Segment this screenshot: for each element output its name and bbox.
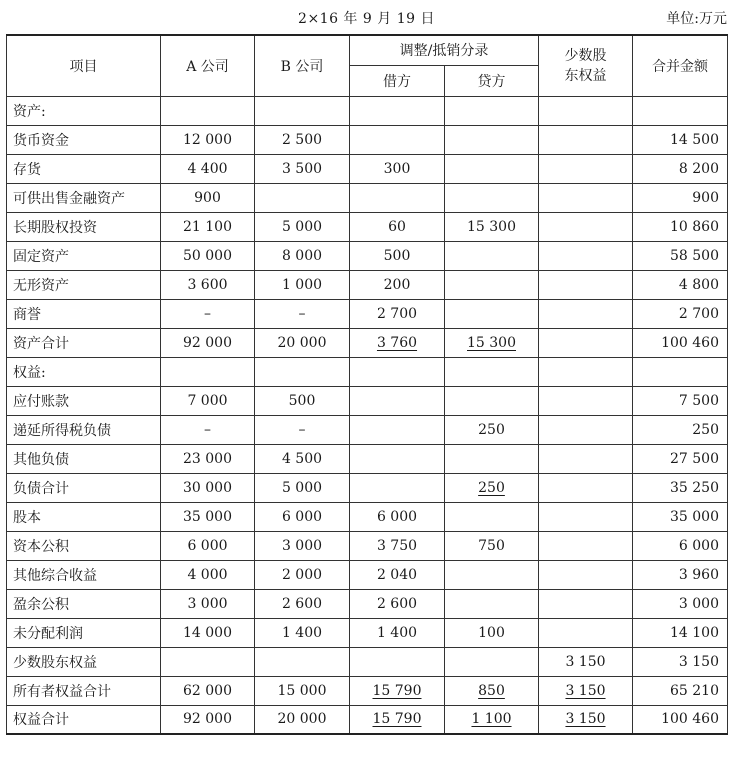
- cell-mi: [539, 705, 633, 734]
- cell-value: 1 400: [376, 624, 418, 641]
- cell-b: [255, 96, 350, 125]
- cell-b: [255, 589, 350, 618]
- cell-mi: [539, 531, 633, 560]
- header-minority-interest: 少数股 东权益: [539, 35, 633, 96]
- cell-mi: [539, 96, 633, 125]
- cell-a: [161, 328, 255, 357]
- cell-a: [161, 154, 255, 183]
- cell-value: 1 000: [281, 276, 323, 293]
- cell-value: 1 100: [471, 711, 512, 728]
- cell-tot: [633, 125, 728, 154]
- cell-b: [255, 618, 350, 647]
- cell-b: [255, 212, 350, 241]
- cell-value: 14 100: [670, 624, 719, 641]
- cell-value: 100 460: [661, 711, 719, 728]
- cell-a: [161, 270, 255, 299]
- cell-value: 2 600: [376, 595, 418, 612]
- cell-mi: [539, 241, 633, 270]
- cell-value: 15 790: [372, 682, 422, 699]
- cell-a: [161, 502, 255, 531]
- cell-value: 35 250: [670, 479, 719, 496]
- cell-value: 20 000: [277, 334, 327, 351]
- cell-value: 50 000: [183, 247, 232, 264]
- cell-value: 30 000: [183, 479, 232, 496]
- cell-mi: [539, 502, 633, 531]
- table-row: [7, 241, 728, 270]
- row-label: 资产:: [7, 96, 161, 125]
- row-label: 所有者权益合计: [7, 676, 161, 705]
- cell-dr: [350, 560, 445, 589]
- cell-a: [161, 386, 255, 415]
- cell-value: 6 000: [281, 508, 323, 525]
- cell-value: 35 000: [183, 508, 232, 525]
- cell-mi: [539, 270, 633, 299]
- cell-dr: [350, 502, 445, 531]
- cell-value: 14 000: [183, 624, 232, 641]
- cell-b: [255, 183, 350, 212]
- cell-tot: [633, 531, 728, 560]
- cell-dr: [350, 125, 445, 154]
- cell-b: [255, 473, 350, 502]
- cell-cr: [445, 647, 539, 676]
- row-label: 递延所得税负债: [7, 415, 161, 444]
- cell-value: 3 150: [565, 682, 606, 699]
- cell-value: 3 600: [187, 276, 228, 293]
- cell-cr: [445, 212, 539, 241]
- row-label: 应付账款: [7, 386, 161, 415]
- cell-mi: [539, 618, 633, 647]
- cell-value: 3 500: [281, 160, 323, 177]
- cell-cr: [445, 560, 539, 589]
- table-row: [7, 415, 728, 444]
- cell-value: 14 500: [670, 131, 719, 148]
- row-label: 存货: [7, 154, 161, 183]
- cell-dr: [350, 386, 445, 415]
- cell-a: [161, 444, 255, 473]
- table-row: [7, 125, 728, 154]
- cell-tot: [633, 270, 728, 299]
- cell-dr: [350, 473, 445, 502]
- cell-value: 15 000: [277, 682, 327, 699]
- row-label: 少数股东权益: [7, 647, 161, 676]
- cell-value: 3 150: [678, 653, 719, 670]
- row-label: 负债合计: [7, 473, 161, 502]
- row-label: 股本: [7, 502, 161, 531]
- cell-b: [255, 270, 350, 299]
- cell-tot: [633, 560, 728, 589]
- cell-value: 2 600: [281, 595, 323, 612]
- table-row: [7, 328, 728, 357]
- cell-a: [161, 415, 255, 444]
- row-label: 无形资产: [7, 270, 161, 299]
- cell-value: 3 000: [187, 595, 228, 612]
- cell-b: [255, 502, 350, 531]
- cell-cr: [445, 154, 539, 183]
- cell-mi: [539, 444, 633, 473]
- cell-cr: [445, 502, 539, 531]
- cell-b: [255, 444, 350, 473]
- cell-dr: [350, 299, 445, 328]
- cell-dr: [350, 212, 445, 241]
- cell-b: [255, 299, 350, 328]
- cell-mi: [539, 676, 633, 705]
- cell-mi: [539, 560, 633, 589]
- header-credit: 贷方: [445, 65, 539, 96]
- cell-a: [161, 96, 255, 125]
- cell-value: 20 000: [277, 711, 327, 728]
- table-row: [7, 212, 728, 241]
- table-row: [7, 531, 728, 560]
- cell-cr: [445, 299, 539, 328]
- cell-dr: [350, 96, 445, 125]
- cell-cr: [445, 386, 539, 415]
- row-label: 其他负债: [7, 444, 161, 473]
- unit-label: 单位:万元: [666, 11, 727, 27]
- cell-a: [161, 647, 255, 676]
- cell-value: 8 000: [281, 247, 323, 264]
- row-label: 可供出售金融资产: [7, 183, 161, 212]
- consolidation-worksheet-table: [6, 34, 728, 735]
- cell-tot: [633, 96, 728, 125]
- cell-value: 2 000: [281, 566, 323, 583]
- cell-mi: [539, 212, 633, 241]
- cell-a: [161, 560, 255, 589]
- header-consolidated-amount: 合并金额: [633, 35, 728, 96]
- row-label: 商誉: [7, 299, 161, 328]
- cell-value: 15 300: [467, 218, 516, 235]
- cell-value: 6 000: [678, 537, 719, 554]
- cell-value: 100: [478, 624, 505, 641]
- row-label: 权益合计: [7, 705, 161, 734]
- cell-a: [161, 531, 255, 560]
- cell-dr: [350, 328, 445, 357]
- table-row: [7, 154, 728, 183]
- cell-b: [255, 357, 350, 386]
- row-label: 长期股权投资: [7, 212, 161, 241]
- cell-tot: [633, 183, 728, 212]
- cell-tot: [633, 589, 728, 618]
- cell-mi: [539, 647, 633, 676]
- cell-tot: [633, 473, 728, 502]
- cell-mi: [539, 154, 633, 183]
- cell-value: 2 500: [281, 131, 323, 148]
- cell-cr: [445, 241, 539, 270]
- cell-value: 300: [383, 160, 411, 177]
- table-row: [7, 444, 728, 473]
- cell-cr: [445, 473, 539, 502]
- cell-cr: [445, 415, 539, 444]
- cell-value: 7 500: [678, 392, 719, 409]
- cell-value: 15 300: [467, 334, 516, 351]
- cell-a: [161, 183, 255, 212]
- cell-value: –: [204, 421, 211, 438]
- cell-value: 60: [388, 218, 406, 235]
- cell-tot: [633, 386, 728, 415]
- row-label: 权益:: [7, 357, 161, 386]
- row-label: 未分配利润: [7, 618, 161, 647]
- cell-value: 3 960: [678, 566, 719, 583]
- cell-value: 92 000: [183, 334, 232, 351]
- table-row: [7, 299, 728, 328]
- cell-dr: [350, 705, 445, 734]
- table-row: [7, 705, 728, 734]
- cell-value: 2 700: [678, 305, 719, 322]
- cell-tot: [633, 154, 728, 183]
- row-label: 固定资产: [7, 241, 161, 270]
- cell-b: [255, 125, 350, 154]
- cell-b: [255, 328, 350, 357]
- cell-value: 23 000: [183, 450, 232, 467]
- header-company-b: B 公司: [255, 35, 350, 96]
- header-company-a: A 公司: [161, 35, 255, 96]
- cell-value: 15 790: [372, 711, 422, 728]
- row-label: 资本公积: [7, 531, 161, 560]
- cell-value: 92 000: [183, 711, 232, 728]
- cell-a: [161, 212, 255, 241]
- cell-value: 250: [478, 421, 505, 438]
- table-row: [7, 647, 728, 676]
- table-row: [7, 589, 728, 618]
- cell-value: 3 760: [376, 334, 418, 351]
- cell-value: 250: [692, 421, 719, 438]
- table-row: [7, 96, 728, 125]
- cell-value: 850: [478, 682, 505, 699]
- cell-value: 62 000: [183, 682, 232, 699]
- cell-b: [255, 647, 350, 676]
- cell-value: 250: [478, 479, 505, 496]
- cell-dr: [350, 415, 445, 444]
- cell-value: –: [204, 305, 211, 322]
- cell-tot: [633, 212, 728, 241]
- cell-dr: [350, 270, 445, 299]
- cell-mi: [539, 386, 633, 415]
- cell-b: [255, 386, 350, 415]
- cell-tot: [633, 415, 728, 444]
- cell-tot: [633, 299, 728, 328]
- table-row: [7, 270, 728, 299]
- cell-b: [255, 154, 350, 183]
- cell-a: [161, 299, 255, 328]
- cell-dr: [350, 589, 445, 618]
- table-row: [7, 473, 728, 502]
- cell-a: [161, 473, 255, 502]
- cell-b: [255, 560, 350, 589]
- table-header: [7, 35, 728, 96]
- cell-dr: [350, 183, 445, 212]
- cell-value: 35 000: [670, 508, 719, 525]
- cell-cr: [445, 589, 539, 618]
- cell-tot: [633, 357, 728, 386]
- cell-value: 4 400: [187, 160, 228, 177]
- cell-dr: [350, 444, 445, 473]
- cell-a: [161, 357, 255, 386]
- cell-cr: [445, 96, 539, 125]
- cell-value: 3 150: [565, 711, 606, 728]
- cell-value: 4 800: [678, 276, 719, 293]
- cell-mi: [539, 473, 633, 502]
- cell-value: 1 400: [281, 624, 323, 641]
- cell-dr: [350, 154, 445, 183]
- cell-tot: [633, 241, 728, 270]
- cell-value: 6 000: [187, 537, 228, 554]
- cell-value: 5 000: [281, 479, 323, 496]
- cell-mi: [539, 299, 633, 328]
- cell-cr: [445, 125, 539, 154]
- cell-a: [161, 241, 255, 270]
- cell-dr: [350, 241, 445, 270]
- cell-tot: [633, 444, 728, 473]
- cell-a: [161, 618, 255, 647]
- table-row: [7, 676, 728, 705]
- statement-date: 2×16 年 9 月 19 日: [298, 11, 435, 27]
- cell-value: 200: [383, 276, 411, 293]
- cell-value: –: [298, 305, 306, 322]
- cell-mi: [539, 183, 633, 212]
- header-item: 项目: [7, 35, 161, 96]
- cell-mi: [539, 328, 633, 357]
- cell-value: 2 040: [376, 566, 418, 583]
- cell-cr: [445, 531, 539, 560]
- cell-value: 8 200: [678, 160, 719, 177]
- cell-cr: [445, 357, 539, 386]
- cell-value: 21 100: [183, 218, 232, 235]
- table-row: [7, 618, 728, 647]
- cell-dr: [350, 357, 445, 386]
- cell-value: 65 210: [670, 682, 719, 699]
- cell-b: [255, 705, 350, 734]
- cell-value: 5 000: [281, 218, 323, 235]
- cell-tot: [633, 705, 728, 734]
- cell-cr: [445, 328, 539, 357]
- cell-cr: [445, 618, 539, 647]
- cell-value: 100 460: [661, 334, 719, 351]
- header-debit: 借方: [350, 65, 445, 96]
- table-row: [7, 357, 728, 386]
- cell-b: [255, 676, 350, 705]
- cell-cr: [445, 705, 539, 734]
- cell-a: [161, 589, 255, 618]
- cell-value: 2 700: [376, 305, 418, 322]
- cell-dr: [350, 531, 445, 560]
- cell-value: –: [298, 421, 306, 438]
- cell-value: 7 000: [187, 392, 228, 409]
- cell-value: 4 000: [187, 566, 228, 583]
- cell-tot: [633, 676, 728, 705]
- cell-mi: [539, 125, 633, 154]
- cell-value: 900: [692, 189, 719, 206]
- cell-value: 500: [383, 247, 411, 264]
- cell-value: 12 000: [183, 131, 232, 148]
- cell-b: [255, 241, 350, 270]
- table-row: [7, 386, 728, 415]
- cell-value: 3 000: [281, 537, 323, 554]
- cell-value: 6 000: [376, 508, 418, 525]
- cell-b: [255, 531, 350, 560]
- cell-tot: [633, 647, 728, 676]
- cell-tot: [633, 618, 728, 647]
- cell-a: [161, 705, 255, 734]
- cell-a: [161, 125, 255, 154]
- table-body: [7, 96, 728, 734]
- cell-value: 500: [288, 392, 316, 409]
- cell-tot: [633, 328, 728, 357]
- cell-b: [255, 415, 350, 444]
- cell-value: 750: [478, 537, 505, 554]
- cell-tot: [633, 502, 728, 531]
- cell-cr: [445, 183, 539, 212]
- cell-value: 10 860: [670, 218, 719, 235]
- table-row: [7, 183, 728, 212]
- cell-cr: [445, 444, 539, 473]
- cell-dr: [350, 676, 445, 705]
- cell-value: 3 750: [376, 537, 418, 554]
- cell-value: 4 500: [281, 450, 323, 467]
- cell-a: [161, 676, 255, 705]
- table-row: [7, 502, 728, 531]
- cell-cr: [445, 676, 539, 705]
- cell-value: 900: [194, 189, 221, 206]
- cell-value: 27 500: [670, 450, 719, 467]
- cell-value: 3 000: [678, 595, 719, 612]
- cell-cr: [445, 270, 539, 299]
- row-label: 货币资金: [7, 125, 161, 154]
- cell-dr: [350, 618, 445, 647]
- cell-value: 58 500: [670, 247, 719, 264]
- row-label: 其他综合收益: [7, 560, 161, 589]
- row-label: 盈余公积: [7, 589, 161, 618]
- cell-mi: [539, 415, 633, 444]
- cell-dr: [350, 647, 445, 676]
- cell-value: 3 150: [565, 653, 606, 670]
- header-adjustments: 调整/抵销分录: [350, 35, 539, 65]
- cell-mi: [539, 589, 633, 618]
- row-label: 资产合计: [7, 328, 161, 357]
- cell-mi: [539, 357, 633, 386]
- table-row: [7, 560, 728, 589]
